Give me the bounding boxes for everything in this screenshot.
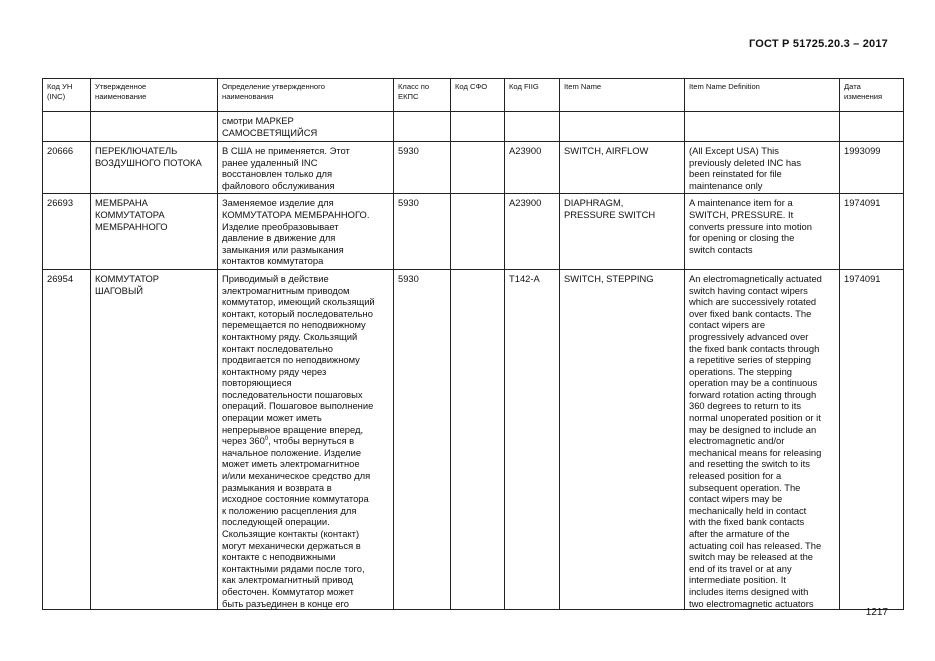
cell-item-definition: An electromagnetically actuated switch having contact wipers which are successively rotated over fixed bank contacts. The contact wipers are progressively advanced over the fixed bank contacts through a repetitive series of stepping operations. The stepping operation may be a continuous forward rotation acting through 360 degrees to return to its normal unoperated position or it may be designed to include an electromagnetic and/or mechanical means for releasing and resetting the switch to its released position for a subsequent operation. The contact wipers may be mechanically held in contact with the fixed bank contacts after the armature of the actuating coil has released. The switch may be released at the end of its travel or at any intermediate position. It includes items designed with two electromagnetic actuators [685, 269, 840, 609]
cell-inc: 20666 [43, 142, 91, 194]
cell-definition: Заменяемое изделие для КОММУТАТОРА МЕМБРАННОГО. Изделие преобразовывает давление в движение для замыкания или размыкания контактов коммутатора [218, 194, 394, 270]
cell-inc: 26954 [43, 269, 91, 609]
cell-date: 1974091 [840, 194, 904, 270]
cell-inc [43, 112, 91, 142]
table-row [43, 269, 904, 609]
cell-sfo [451, 142, 505, 194]
col-header-item-definition: Item Name Definition [685, 79, 840, 112]
cell-item-name: DIAPHRAGM, PRESSURE SWITCH [560, 194, 685, 270]
cell-item-definition [685, 112, 840, 142]
cell-fiig [505, 112, 560, 142]
cell-inc: 26693 [43, 194, 91, 270]
cell-fiig: A23900 [505, 194, 560, 270]
table-row-continuation [43, 112, 904, 142]
cell-ekps [394, 112, 451, 142]
cell-name: МЕМБРАНА КОММУТАТОРА МЕМБРАННОГО [91, 194, 218, 270]
col-header-item-name: Item Name [560, 79, 685, 112]
col-header-date: Дата изменения [840, 79, 904, 112]
table-row [43, 194, 904, 270]
cell-item-definition: A maintenance item for a SWITCH, PRESSURE. It converts pressure into motion for opening or closing the switch contacts [685, 194, 840, 270]
col-header-inc: Код УН (INC) [43, 79, 91, 112]
cell-fiig: T142-A [505, 269, 560, 609]
col-header-fiig: Код FIIG [505, 79, 560, 112]
col-header-definition: Определение утвержденного наименования [218, 79, 394, 112]
cell-item-definition: (All Except USA) This previously deleted INC has been reinstated for file maintenance only [685, 142, 840, 194]
cell-item-name [560, 112, 685, 142]
col-header-name: Утвержденное наименование [91, 79, 218, 112]
cell-date: 1993099 [840, 142, 904, 194]
cell-item-name: SWITCH, STEPPING [560, 269, 685, 609]
cell-definition: В США не применяется. Этот ранее удаленный INC восстановлен только для файлового обслуживания [218, 142, 394, 194]
cell-sfo [451, 269, 505, 609]
cell-date: 1974091 [840, 269, 904, 609]
cell-name: КОММУТАТОР ШАГОВЫЙ [91, 269, 218, 609]
cell-fiig: A23900 [505, 142, 560, 194]
cell-name [91, 112, 218, 142]
degree-superscript: 0 [264, 436, 269, 443]
cell-definition: смотри МАРКЕР САМОСВЕТЯЩИЙСЯ [218, 112, 394, 142]
cell-definition [218, 269, 394, 609]
cell-date [840, 112, 904, 142]
inc-table [42, 78, 904, 610]
cell-name: ПЕРЕКЛЮЧАТЕЛЬ ВОЗДУШНОГО ПОТОКА [91, 142, 218, 194]
cell-ekps: 5930 [394, 269, 451, 609]
document-standard-header: ГОСТ Р 51725.20.3 – 2017 [748, 38, 888, 50]
col-header-ekps: Класс по ЕКПС [394, 79, 451, 112]
cell-sfo [451, 194, 505, 270]
page-number: 1217 [865, 607, 888, 618]
cell-ekps: 5930 [394, 142, 451, 194]
cell-item-name: SWITCH, AIRFLOW [560, 142, 685, 194]
definition-text-part2: , чтобы вернуться в начальное положение. Изделие может иметь электромагнитное и/или механическое средство для размыкания и возврата в исходное состояние коммутатора к положению расцепления для последующей операции. Скользящие контакты (контакт) могут механически держаться в контакте с неподвижными контактными рядами после того, как электромагнитный привод обесточен. Коммутатор может быть разъединен в конце его [222, 435, 371, 609]
cell-sfo [451, 112, 505, 142]
cell-ekps: 5930 [394, 194, 451, 270]
col-header-sfo: Код СФО [451, 79, 505, 112]
definition-text-part1: Приводимый в действие электромагнитным приводом коммутатор, имеющий скользящий контакт, который последовательно перемещается по неподвижному контактному ряду. Скользящий контакт последовательно продвигается по неподвижному контактному ряду через повторяющиеся последовательности пошаговых операций. Пошаговое выполнение операции может иметь непрерывное вращение вперед, через 360 [222, 272, 375, 447]
table-header-row [43, 79, 904, 112]
table-row [43, 142, 904, 194]
